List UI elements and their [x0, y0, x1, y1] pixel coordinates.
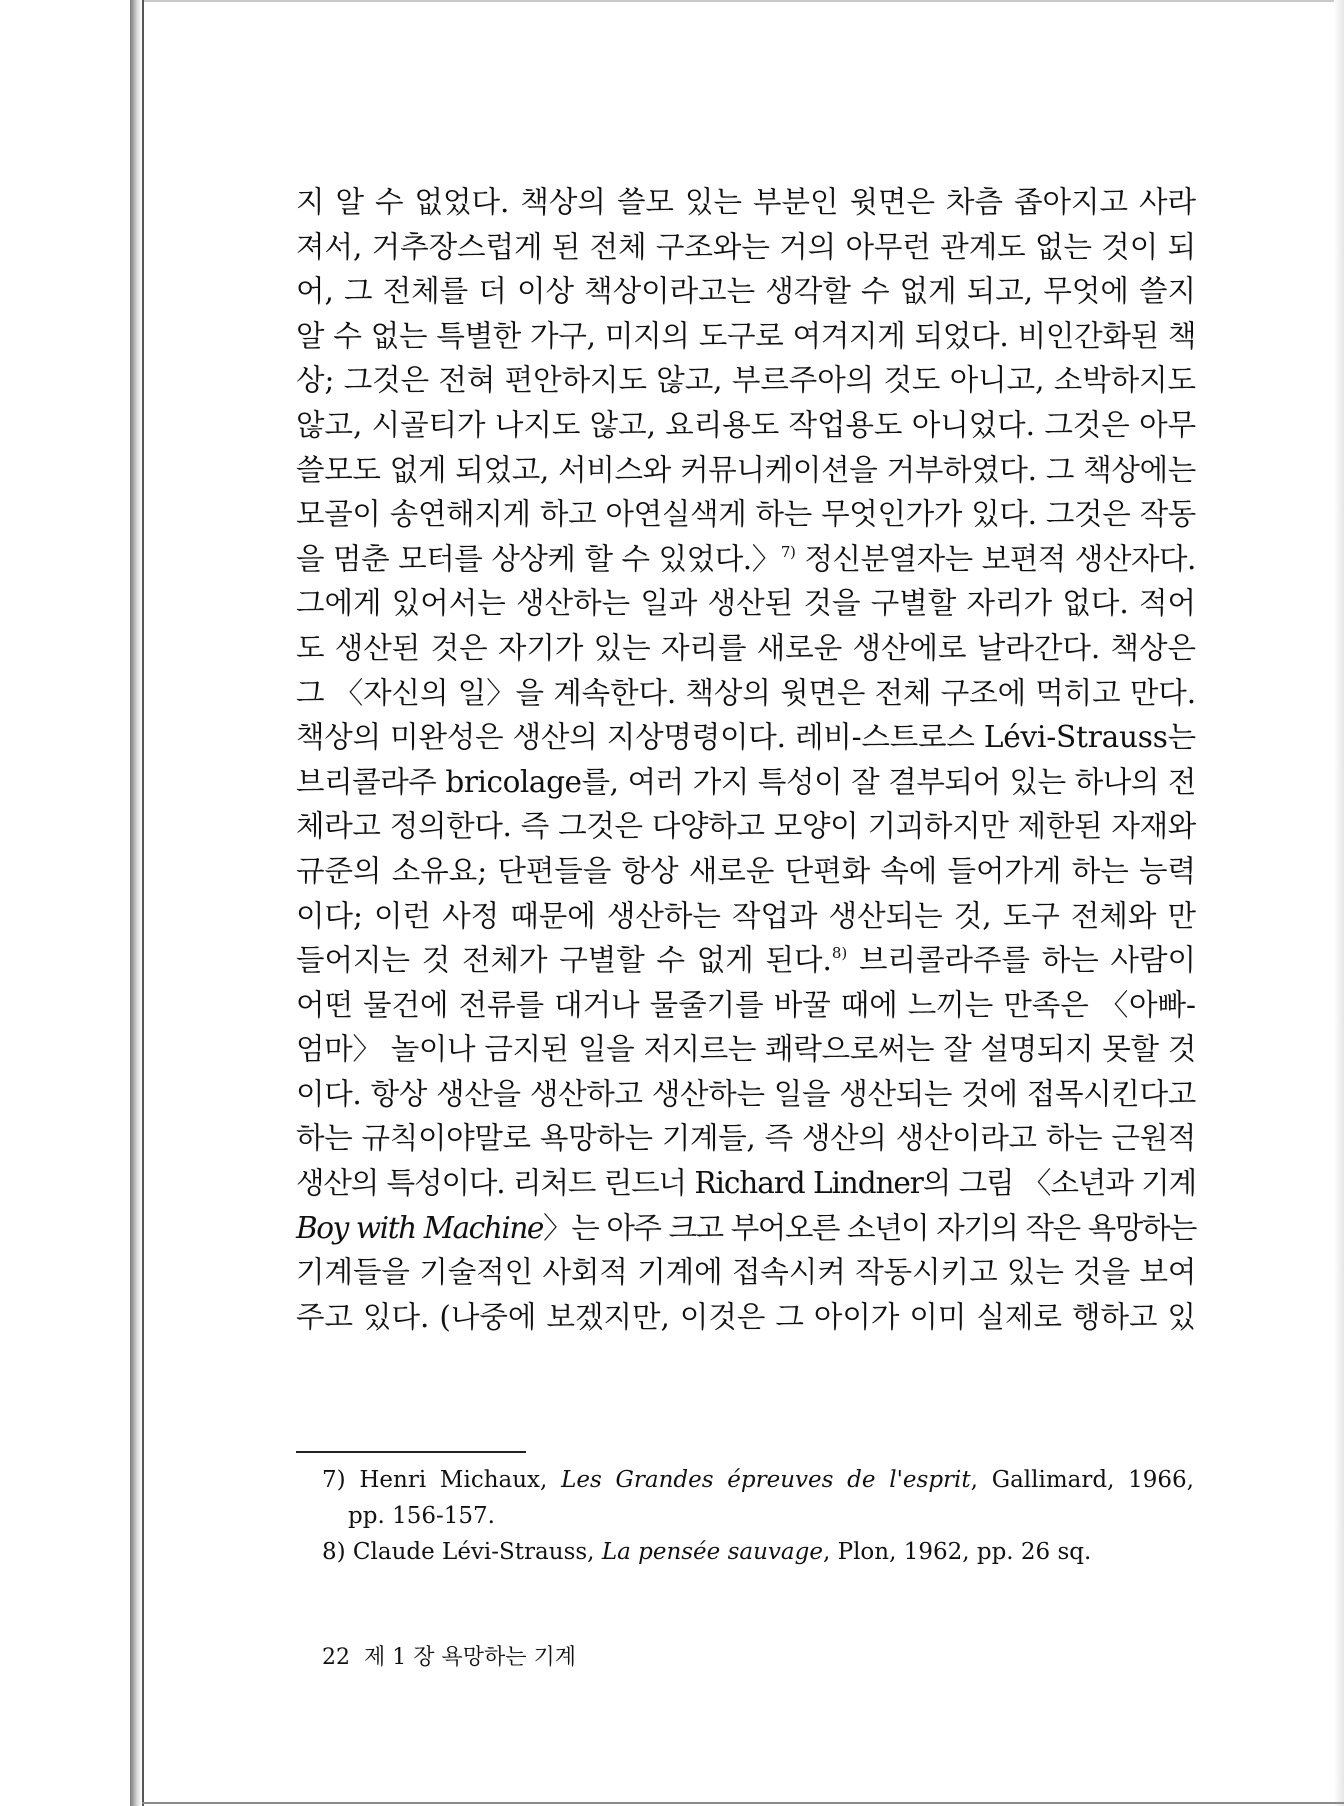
text-line: 상; 그것은 전혀 편안하지도 않고, 부르주아의 것도 아니고, 소박하지도: [296, 363, 1196, 398]
text-line: 알 수 없는 특별한 가구, 미지의 도구로 여겨지게 되었다. 비인간화된 책: [296, 318, 1197, 353]
chapter-title: 제 1 장 욕망하는 기계: [364, 1645, 576, 1670]
footnote-divider: [296, 1451, 526, 1453]
text-line: 하는 규칙이야말로 욕망하는 기계들, 즉 생산의 생산이라고 하는 근원적: [296, 1121, 1196, 1156]
footnote-7-publisher: , Gallimard, 1966,: [970, 1467, 1194, 1493]
running-footer: [322, 1640, 590, 1671]
text-line: 체라고 정의한다. 즉 그것은 다양하고 모양이 기괴하지만 제한된 자재와: [296, 809, 1196, 844]
footnote-8-author: 8) Claude Lévi-Strauss,: [322, 1539, 595, 1565]
text-line: 않고, 시골티가 나지도 않고, 요리용도 작업용도 아니었다. 그것은 아무: [296, 407, 1197, 442]
text-line: 어떤 물건에 전류를 대거나 물줄기를 바꿀 때에 느끼는 만족은 〈아빠-: [296, 987, 1196, 1022]
footnote-8-title: La pensée sauvage: [601, 1539, 823, 1565]
artwork-title-english: Boy with Machine: [296, 1210, 543, 1245]
page-number: 22: [322, 1645, 350, 1670]
text-line: 브리콜라주 bricolage를, 여러 가지 특성이 잘 결부되어 있는 하나의 전: [296, 764, 1196, 799]
text-line: 어, 그 전체를 더 이상 책상이라고는 생각할 수 없게 되고, 무엇에 쓸지: [296, 274, 1196, 309]
text-line: 져서, 거추장스럽게 된 전체 구조와는 거의 아무런 관계도 없는 것이 되: [296, 229, 1197, 264]
text-line: 모골이 송연해지게 하고 아연실색게 하는 무엇인가가 있다. 그것은 작동: [296, 497, 1196, 532]
text-line: 생산의 특성이다. 리처드 린드너 Richard Lindner의 그림 〈소년과 기계: [296, 1166, 1196, 1201]
text-line: 쓸모도 없게 되었고, 서비스와 커뮤니케이션을 거부하였다. 그 책상에는: [296, 452, 1196, 487]
footnote-7-title: Les Grandes épreuves de l'esprit: [561, 1467, 971, 1493]
footnote-ref-8: 8): [831, 944, 848, 963]
body-text: [296, 180, 1196, 1339]
text-line-with-footnote-7: [296, 537, 1196, 582]
footnote-8-publisher: , Plon, 1962, pp. 26 sq.: [822, 1539, 1092, 1565]
text-segment: 정신분열자는 보편적 생산자다.: [804, 541, 1196, 576]
page-left-edge: [142, 0, 144, 1806]
text-segment: 들어지는 것 전체가 구별할 수 없게 된다.: [296, 943, 832, 978]
page-binding-shadow: [130, 0, 142, 1806]
footnote-7-pages: pp. 156-157.: [348, 1503, 495, 1529]
text-segment: 〉는 아주 크고 부어오른 소년이 자기의 작은 욕망하는: [542, 1210, 1196, 1245]
text-line: 도 생산된 것은 자기가 있는 자리를 새로운 생산에로 날라간다. 책상은: [296, 630, 1196, 665]
page-right-shadow: [1334, 0, 1344, 1806]
text-segment: 브리콜라주를 하는 사람이: [859, 943, 1196, 978]
footnote-8: [322, 1534, 1194, 1570]
text-line-with-italic-title: [296, 1206, 1196, 1251]
text-line: 지 알 수 없었다. 책상의 쓸모 있는 부분인 윗면은 차츰 좁아지고 사라: [296, 185, 1196, 219]
page-top-edge: [142, 0, 1344, 2]
footnotes: [322, 1462, 1194, 1570]
footnote-7-author: 7) Henri Michaux,: [322, 1467, 548, 1493]
text-line: 규준의 소유요; 단편들을 항상 새로운 단편화 속에 들어가게 하는 능력: [296, 853, 1196, 888]
footnote-7: [322, 1462, 1194, 1498]
text-line: 책상의 미완성은 생산의 지상명령이다. 레비-스트로스 Lévi-Strauss는: [296, 720, 1196, 755]
text-line-with-footnote-8: [296, 938, 1196, 983]
text-line: 주고 있다. (나중에 보겠지만, 이것은 그 아이가 이미 실제로 행하고 있: [296, 1299, 1196, 1334]
page-bottom-edge: [142, 1802, 1344, 1804]
text-line: 기계들을 기술적인 사회적 기계에 접속시켜 작동시키고 있는 것을 보여: [296, 1255, 1197, 1290]
text-line: 그 〈자신의 일〉을 계속한다. 책상의 윗면은 전체 구조에 먹히고 만다.: [296, 675, 1196, 710]
text-segment: 을 멈춘 모터를 상상케 할 수 있었다.〉: [296, 541, 781, 576]
footnote-ref-7: 7): [780, 542, 796, 561]
text-line: 이다; 이런 사정 때문에 생산하는 작업과 생산되는 것, 도구 전체와 만: [296, 898, 1196, 933]
text-line: 이다. 항상 생산을 생산하고 생산하는 일을 생산되는 것에 접목시킨다고: [296, 1076, 1196, 1111]
text-line: 그에게 있어서는 생산하는 일과 생산된 것을 구별할 자리가 없다. 적어: [296, 586, 1196, 621]
text-line: 엄마〉 놀이나 금지된 일을 저지르는 쾌락으로써는 잘 설명되지 못할 것: [296, 1032, 1196, 1067]
